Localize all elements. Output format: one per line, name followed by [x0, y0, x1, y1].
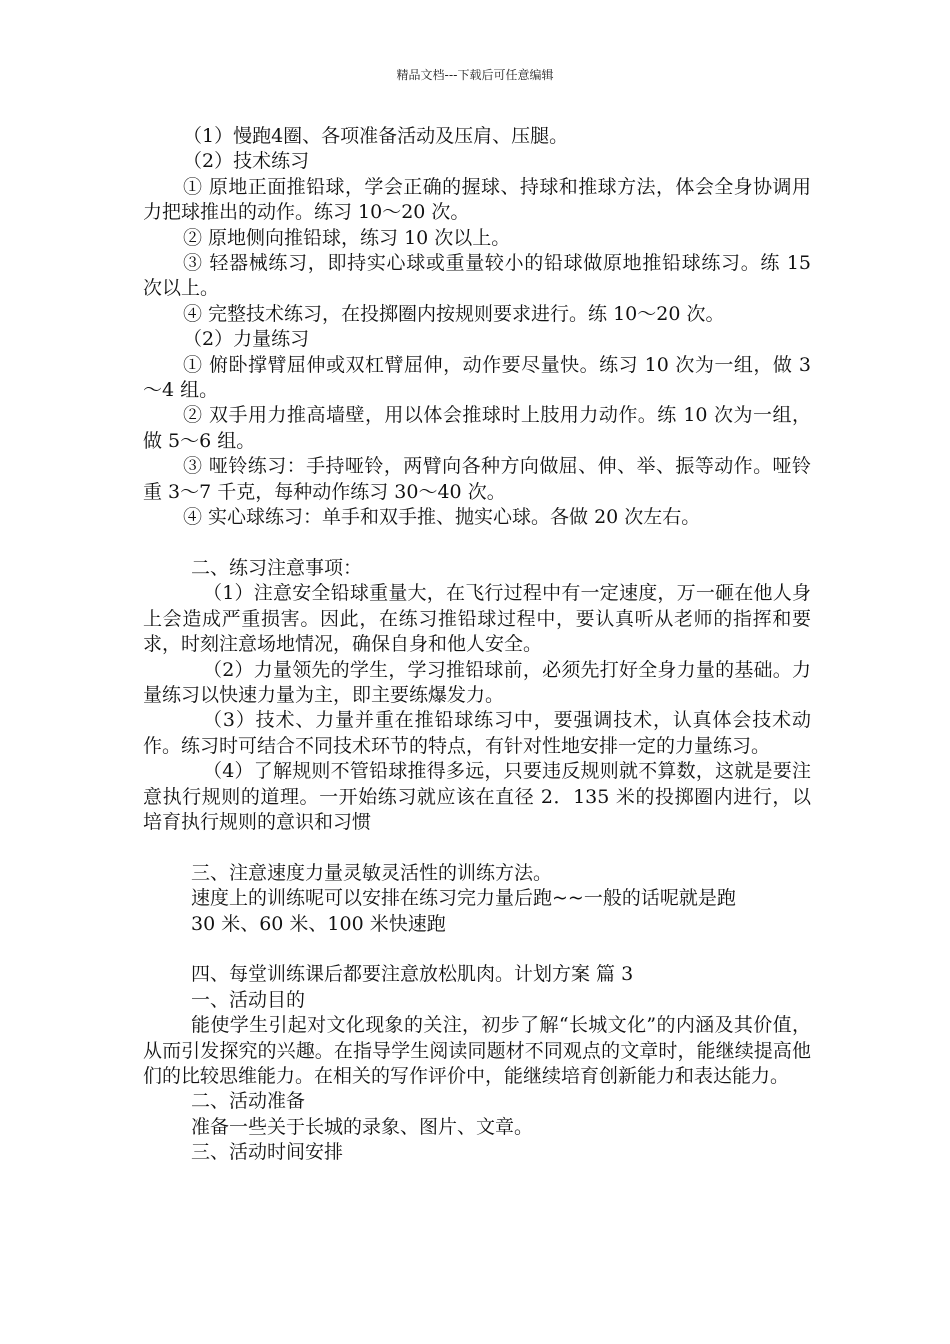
paragraph: （2）力量练习 — [183, 328, 310, 351]
paragraph: （1）注意安全铅球重量大，在飞行过程中有一定速度，万一砸在他人身上会造成严重损害。因此，在练习推铅球过程中，要认真听从老师的指挥和要求，时刻注意场地情况，确保自身和他人安全。 — [143, 582, 811, 656]
section-heading: 一、活动目的 — [191, 988, 306, 1011]
paragraph: 准备一些关于长城的录象、图片、文章。 — [191, 1115, 534, 1138]
paragraph: ② 双手用力推高墙壁，用以体会推球时上肢用力动作。练 10 次为一组，做 5～6 组。 — [143, 404, 811, 452]
document-body — [143, 124, 811, 1166]
page-header: 精品文档---下载后可任意编辑 — [396, 68, 554, 82]
blank-line — [143, 835, 811, 860]
paragraph: （1）慢跑4圈、各项准备活动及压肩、压腿。 — [183, 125, 569, 147]
section-heading: 三、注意速度力量灵敏灵活性的训练方法。 — [191, 861, 553, 884]
paragraph: ④ 完整技术练习，在投掷圈内按规则要求进行。练 10～20 次。 — [183, 302, 725, 325]
paragraph: （4）了解规则不管铅球推得多远，只要违反规则就不算数，这就是要注意执行规则的道理。一开始练习就应该在直径 2．135 米的投掷圈内进行，以培育执行规则的意识和习惯 — [143, 760, 811, 833]
blank-line — [143, 531, 811, 556]
section-heading: 四、每堂训练课后都要注意放松肌肉。计划方案 篇 3 — [191, 963, 634, 986]
section-heading: 二、活动准备 — [191, 1090, 306, 1113]
section-heading: 三、活动时间安排 — [191, 1141, 344, 1164]
paragraph: ③ 轻器械练习，即持实心球或重量较小的铅球做原地推铅球练习。练 15 次以上。 — [143, 252, 811, 300]
paragraph: 能使学生引起对文化现象的关注，初步了解“长城文化”的内涵及其价值，从而引发探究的兴趣。在指导学生阅读同题材不同观点的文章时，能继续提高他们的比较思维能力。在相关的写作评价中，能继续培育创新能力和表达能力。 — [143, 1014, 811, 1087]
paragraph: （2）力量领先的学生，学习推铅球前，必须先打好全身力量的基础。力量练习以快速力量为主，即主要练爆发力。 — [143, 658, 811, 706]
paragraph: 速度上的训练呢可以安排在练习完力量后跑~~一般的话呢就是跑 — [191, 887, 736, 910]
paragraph: （3）技术、力量并重在推铅球练习中，要强调技术，认真体会技术动作。练习时可结合不同技术环节的特点，有针对性地安排一定的力量练习。 — [143, 709, 811, 757]
paragraph: ② 原地侧向推铅球，练习 10 次以上。 — [183, 226, 511, 249]
paragraph: ③ 哑铃练习：手持哑铃，两臂向各种方向做屈、伸、举、振等动作。哑铃重 3～7 千克，每种动作练习 30～40 次。 — [143, 455, 811, 503]
paragraph: ④ 实心球练习：单手和双手推、抛实心球。各做 20 次左右。 — [183, 506, 701, 529]
paragraph: ① 原地正面推铅球，学会正确的握球、持球和推球方法，体会全身协调用力把球推出的动作。练习 10～20 次。 — [143, 175, 811, 224]
paragraph: （2）技术练习 — [183, 150, 310, 173]
section-heading: 二、练习注意事项： — [191, 556, 363, 579]
blank-line — [143, 937, 811, 962]
paragraph: ① 俯卧撑臂屈伸或双杠臂屈伸，动作要尽量快。练习 10 次为一组，做 3～4 组。 — [143, 353, 811, 402]
paragraph: 30 米、60 米、100 米快速跑 — [191, 912, 446, 935]
